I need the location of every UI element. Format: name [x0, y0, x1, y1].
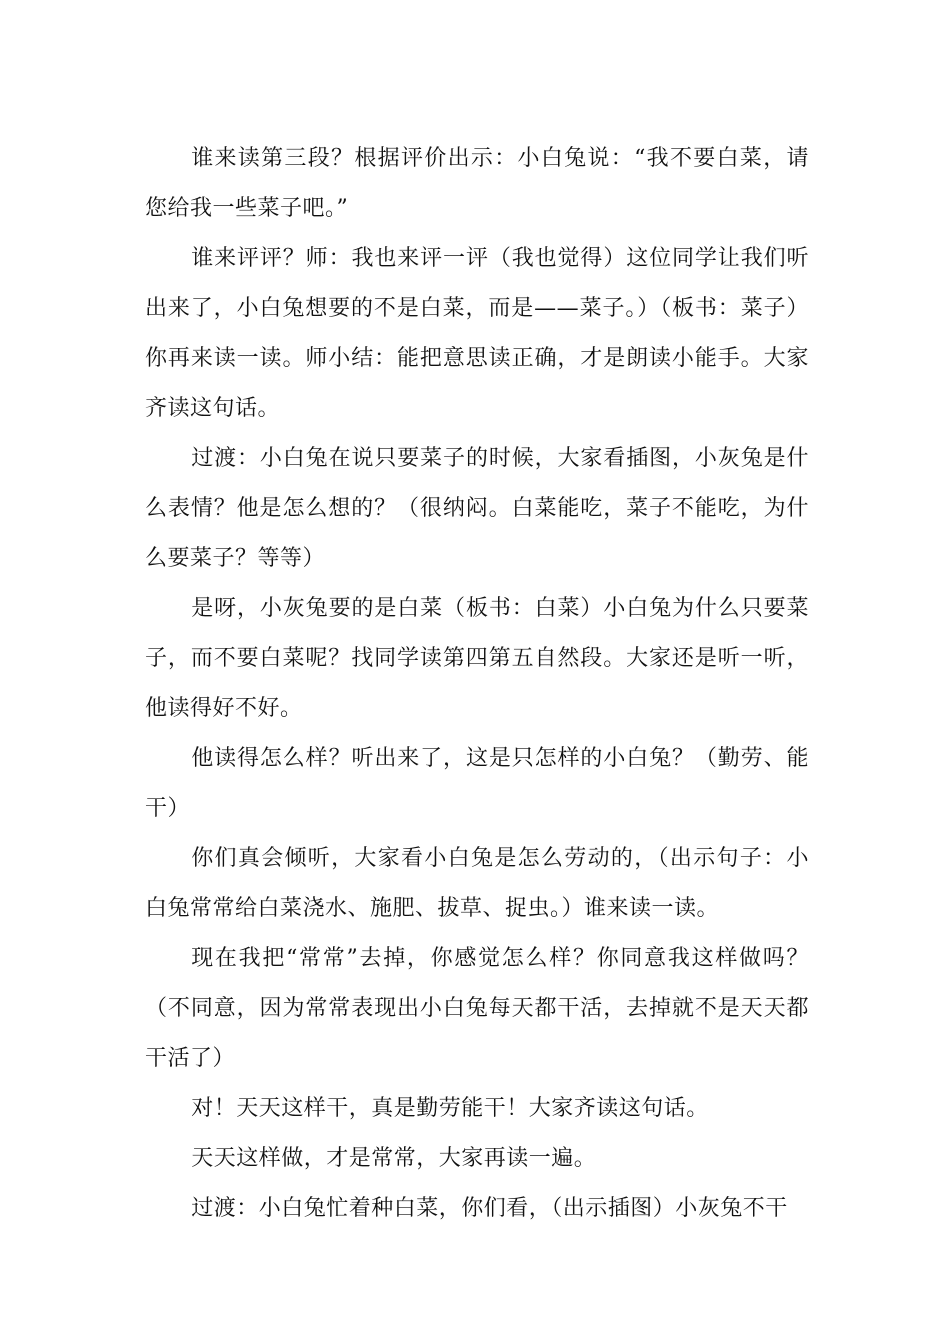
- paragraph: 你们真会倾听，大家看小白兔是怎么劳动的，（出示句子：小白兔常常给白菜浇水、施肥、拔草、捉虫。）谁来读一读。: [145, 846, 809, 921]
- paragraph: 他读得怎么样？听出来了，这是只怎样的小白兔？（勤劳、能干）: [145, 746, 809, 821]
- paragraph: 对！天天这样干，真是勤劳能干！大家齐读这句话。: [191, 1096, 709, 1121]
- paragraph: 过渡：小白兔在说只要菜子的时候，大家看插图，小灰兔是什么表情？他是怎么想的？（很纳闷。白菜能吃，菜子不能吃，为什么要菜子？等等）: [145, 446, 809, 571]
- paragraph: 是呀，小灰兔要的是白菜（板书：白菜）小白兔为什么只要菜子，而不要白菜呢？找同学读第四第五自然段。大家还是听一听，他读得好不好。: [145, 596, 809, 721]
- paragraph: 过渡：小白兔忙着种白菜，你们看，（出示插图）小灰兔不干: [191, 1196, 788, 1221]
- paragraph: 谁来读第三段？根据评价出示：小白兔说：“我不要白菜，请您给我一些菜子吧。”: [145, 146, 809, 221]
- paragraph: 谁来评评？师：我也来评一评（我也觉得）这位同学让我们听出来了，小白兔想要的不是白菜，而是——菜子。）（板书：菜子）你再来读一读。师小结：能把意思读正确，才是朗读小能手。大家齐读这句话。: [145, 246, 809, 421]
- paragraph: 天天这样做，才是常常，大家再读一遍。: [191, 1146, 597, 1171]
- paragraph: 现在我把“常常”去掉，你感觉怎么样？你同意我这样做吗？（不同意，因为常常表现出小白兔每天都干活，去掉就不是天天都干活了）: [145, 946, 809, 1071]
- document-body: [145, 134, 809, 1234]
